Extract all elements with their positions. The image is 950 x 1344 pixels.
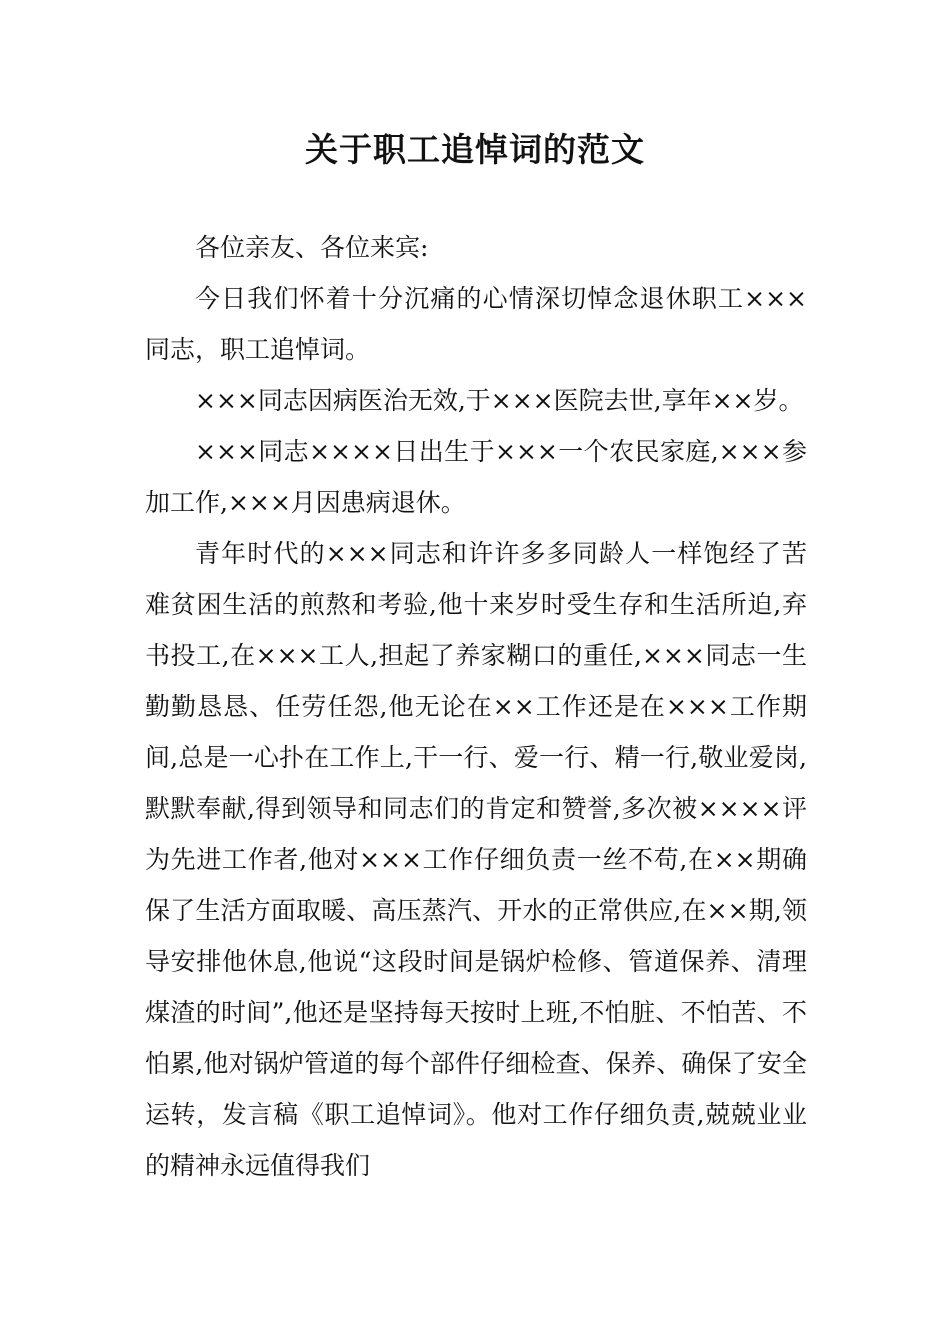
paragraph-passing: ×××同志因病医治无效,于×××医院去世,享年××岁。: [195, 386, 804, 415]
paragraph-opening: 今日我们怀着十分沉痛的心情深切悼念退休职工×××同志，职工追悼词。: [145, 284, 807, 364]
document-title: 关于职工追悼词的范文: [305, 130, 645, 169]
paragraph-career: 青年时代的×××同志和许许多多同龄人一样饱经了苦难贫困生活的煎熬和考验,他十来岁时受生存和生活所迫,弃书投工,在×××工人,担起了养家糊口的重任,×××同志一生勤勤恳恳、任劳任怨,他无论在××工作还是在×××工作期间,总是一心扑在工作上,干一行、爱一行、精一行,敬业爱岗,默默奉献,得到领导和同志们的肯定和赞誉,多次被××××评为先进工作者,他对×××工作仔细负责一丝不苟,在××期确保了生活方面取暖、高压蒸汽、开水的正常供应,在××期,领导安排他休息,他说“这段时间是锅炉检修、管道保养、清理煤渣的时间”,他还是坚持每天按时上班,不怕脏、不怕苦、不怕累,他对锅炉管道的每个部件仔细检查、保养、确保了安全运转，发言稿《职工追悼词》。他对工作仔细负责,兢兢业业的精神永远值得我们: [145, 539, 807, 1180]
paragraph-biography: ×××同志××××日出生于×××一个农民家庭,×××参加工作,×××月因患病退休。: [145, 437, 807, 517]
paragraph-greeting: 各位亲友、各位来宾:: [195, 233, 429, 262]
document-body: [145, 222, 807, 1191]
